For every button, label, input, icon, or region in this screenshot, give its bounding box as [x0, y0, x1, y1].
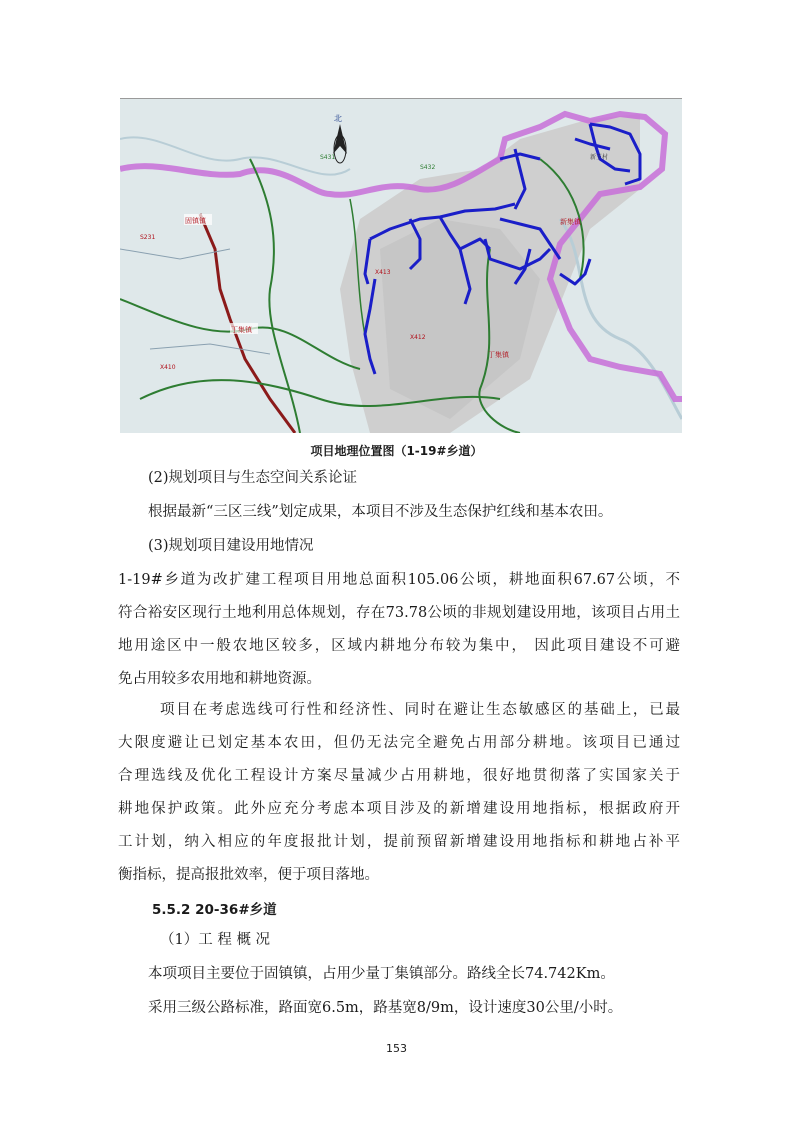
section-3-para-2-line-5: 工计划，纳入相应的年度报批计划，提前预留新增建设用地指标和耕地占补平: [118, 834, 680, 850]
place-guzhen: 固镇镇: [185, 217, 206, 225]
place-dingji: 丁集镇: [231, 326, 252, 334]
overview-line-2: 采用三级公路标准，路面宽6.5m，路基宽8/9m，设计速度30公里/小时。: [148, 1000, 623, 1016]
overview-heading: （1）工 程 概 况: [160, 932, 271, 948]
section-3-para-2-line-3: 合理选线及优化工程设计方案尽量减少占用耕地，很好地贯彻落了实国家关于: [118, 768, 680, 784]
section-3-para-2-line-6: 衡指标，提高报批效率，便于项目落地。: [118, 867, 379, 883]
section-3-para-1-line-1: 1-19#乡道为改扩建工程项目用地总面积105.06公顷，耕地面积67.67公顷，不: [118, 572, 680, 588]
north-label: 北: [334, 114, 342, 123]
place-shuangmiao: 新王村: [590, 154, 609, 161]
page-number: 153: [386, 1042, 407, 1055]
section-3-para-1-line-2: 符合裕安区现行土地利用总体规划，存在73.78公顷的非规划建设用地，该项目占用土: [118, 605, 680, 621]
section-3-para-2-line-1: 项目在考虑选线可行性和经济性、同时在避让生态敏感区的基础上，已最: [160, 702, 680, 718]
section-3-para-1-line-3: 地用途区中一般农地区较多，区域内耕地分布较为集中， 因此项目建设不可避: [118, 638, 680, 654]
figure-caption: 项目地理位置图（1-19#乡道）: [310, 444, 483, 458]
road-code-5: X412: [410, 334, 426, 341]
place-dingji2: 丁集镇: [488, 351, 509, 359]
section-3-para-2-line-2: 大限度避让已划定基本农田，但仍无法完全避免占用部分耕地。该项目已通过: [118, 735, 680, 751]
road-code-2: S432: [420, 164, 436, 171]
subsection-heading: 5.5.2 20-36#乡道: [152, 902, 277, 918]
road-code-3: S231: [140, 234, 156, 241]
section-2-heading: (2)规划项目与生态空间关系论证: [148, 470, 358, 486]
overview-line-1: 本项项目主要位于固镇镇，占用少量丁集镇部分。路线全长74.742Km。: [148, 966, 615, 982]
place-xinmiao: 新集镇: [560, 218, 581, 226]
road-code-6: X410: [160, 364, 176, 371]
location-map: [120, 98, 682, 433]
section-3-para-2-line-4: 耕地保护政策。此外应充分考虑本项目涉及的新增建设用地指标，根据政府开: [118, 801, 680, 817]
road-code-4: X413: [375, 269, 391, 276]
section-3-para-1-line-4: 免占用较多农用地和耕地资源。: [118, 671, 321, 687]
road-code-1: S431: [320, 154, 336, 161]
section-3-heading: (3)规划项目建设用地情况: [148, 538, 314, 554]
section-2-text: 根据最新“三区三线”划定成果，本项目不涉及生态保护红线和基本农田。: [148, 504, 613, 520]
